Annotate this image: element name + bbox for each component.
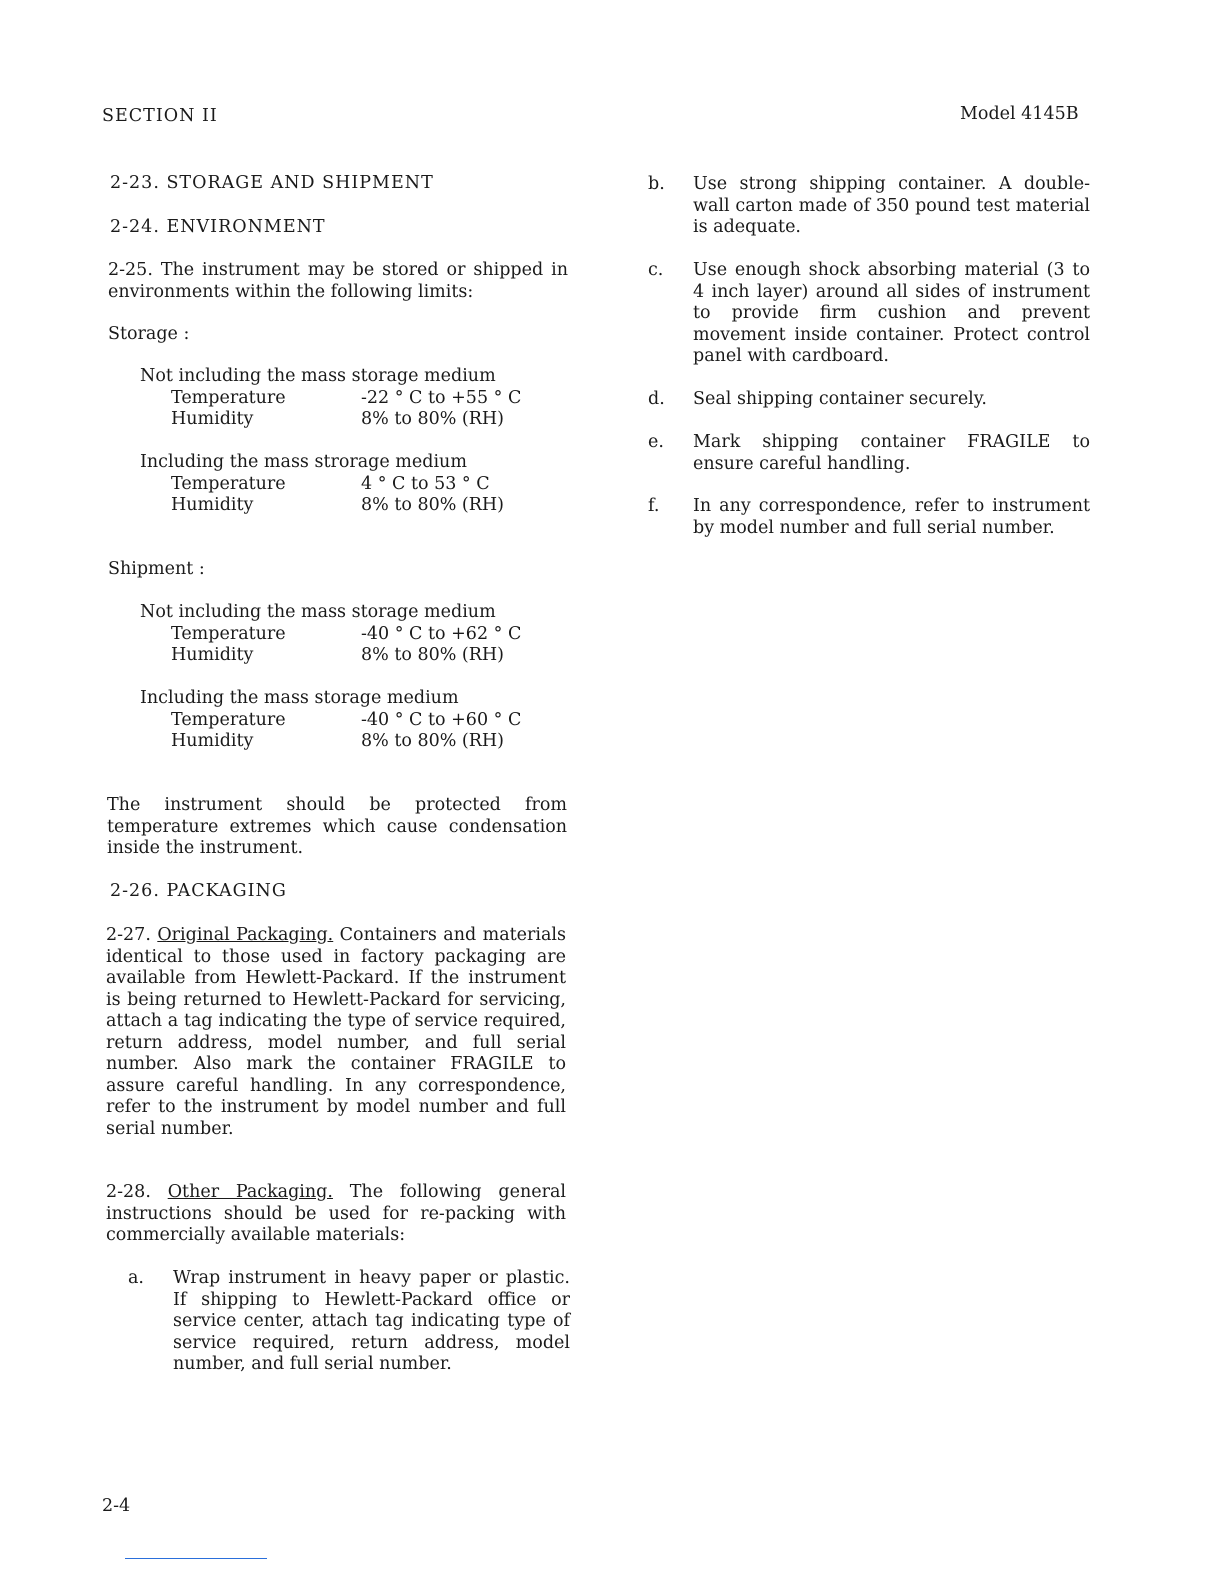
list-item-label: e. [648,432,664,452]
spec-row [171,710,600,732]
storage-label: Storage : [108,324,190,344]
spec-row [171,474,600,496]
list-item-text: Seal shipping container securely. [693,389,987,409]
spec-key: Humidity [171,731,254,751]
list-item-text: Use enough shock absorbing material (3 to 4 inch layer) around all sides of instrument to provide firm cushion and prevent movement inside container. Protect control panel with cardboard. [693,260,1090,366]
spec-key: Temperature [171,623,286,644]
storage-not-including-title: Not including the mass storage medium [140,366,496,386]
spec-value: 8% to 80% (RH) [361,495,505,515]
heading-environment: 2-24. ENVIRONMENT [110,217,326,237]
page-number: 2-4 [102,1496,131,1516]
shipment-including-block [140,688,600,753]
spec-row [171,495,600,517]
list-item [648,389,1090,413]
spec-value: 8% to 80% (RH) [361,645,505,665]
model-header: Model 4145B [960,104,1079,124]
spec-key: Temperature [171,473,286,494]
spec-value: -40 ° C to +62 ° C [361,623,522,644]
paragraph-protect: The instrument should be protected from temperature extremes which cause condensation inside the instrument. [107,795,567,858]
spec-key: Temperature [171,387,286,408]
storage-including-block [140,452,600,517]
paragraph-2-27 [106,925,566,1140]
list-item [648,496,1090,564]
list-item-label: f. [648,496,660,516]
list-item [128,1268,570,1398]
list-item-text: Use strong shipping container. A double-wall carton made of 350 pound test material is adequate. [693,174,1090,237]
spec-row [171,731,600,753]
list-item-text: In any correspondence, refer to instrument by model number and full serial number. [693,496,1090,538]
paragraph-number: 2-28. [106,1182,151,1202]
storage-not-including-block [140,366,600,431]
spec-value: 4 ° C to 53 ° C [361,473,490,494]
paragraph-title: Original Packaging. [157,925,334,945]
list-item-text: Mark shipping container FRAGILE to ensure careful handling. [693,432,1090,474]
spec-value: 8% to 80% (RH) [361,731,505,751]
paragraph-body: The following general instructions should be used for re-packing with commercially available materials: [106,1182,566,1245]
paragraph-title: Other Packaging. [167,1182,333,1202]
spec-row [171,388,600,410]
spec-value: -40 ° C to +60 ° C [361,709,522,730]
spec-key: Humidity [171,645,254,665]
storage-including-title: Including the mass strorage medium [140,452,467,472]
spec-key: Humidity [171,495,254,515]
section-header: SECTION II [102,106,218,126]
spec-key: Temperature [171,709,286,730]
footer-rule [125,1558,267,1559]
paragraph-body: Containers and materials identical to those used in factory packaging are available from Hewlett-Packard. If the instrument is being returned to Hewlett-Packard for servicing, attach a tag indicating the type of service required, return address, model number, and full serial number. Also mark the container FRAGILE to assure careful handling. In any correspondence, refer to the instrument by model number and full serial number. [106,925,566,1139]
list-item-label: b. [648,174,665,194]
shipment-including-title: Including the mass storage medium [140,688,459,708]
shipment-not-including-block [140,602,600,667]
spec-key: Humidity [171,409,254,429]
list-item-text: Wrap instrument in heavy paper or plastic. If shipping to Hewlett-Packard office or service center, attach tag indicating type of service required, return address, model number, and full serial number. [173,1268,570,1374]
list-item [648,260,1090,370]
list-item-label: a. [128,1268,144,1288]
spec-value: 8% to 80% (RH) [361,409,505,429]
spec-value: -22 ° C to +55 ° C [361,387,522,408]
heading-packaging: 2-26. PACKAGING [110,881,287,901]
list-item-label: d. [648,389,665,409]
list-item [648,174,1090,240]
paragraph-2-25: 2-25. The instrument may be stored or shipped in environments within the following limits: [108,260,568,302]
shipment-not-including-title: Not including the mass storage medium [140,602,496,622]
spec-row [171,409,600,431]
list-item-label: c. [648,260,664,280]
paragraph-2-28 [106,1182,566,1247]
paragraph-number: 2-27. [106,925,151,945]
list-item [648,432,1090,478]
shipment-label: Shipment : [108,559,205,579]
spec-row [171,624,600,646]
spec-row [171,645,600,667]
heading-storage-shipment: 2-23. STORAGE AND SHIPMENT [110,173,434,193]
